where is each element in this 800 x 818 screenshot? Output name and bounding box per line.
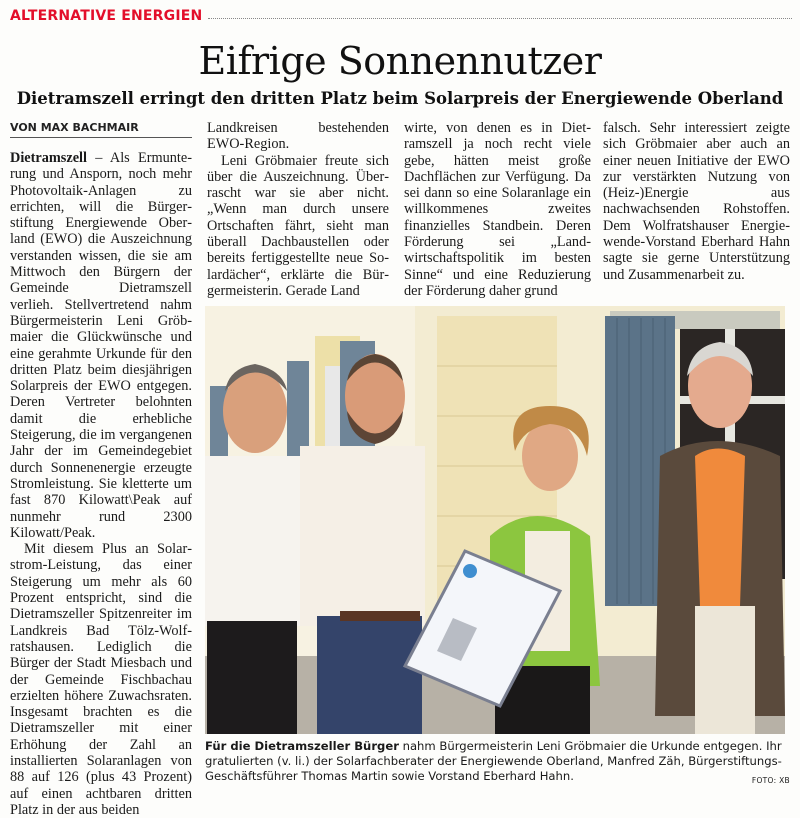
caption-text: nahm Bürgermeisterin Leni Gröbmaier die Urkunde entgegen. Ihr gratulierten (v. li.) der Solarfachberater der Energiewende Oberland, Manfred Zäh, Bürgerstiftungs-Geschäftsführer Thomas Martin sowie Vorstand Eberhard Hahn. — [205, 739, 782, 783]
photo-credit: FOTO: XB — [751, 776, 790, 785]
subheadline: Dietramszell erringt den dritten Platz beim Solarpreis der Energiewende Oberland — [16, 89, 784, 108]
dateline: Dietramszell — [10, 150, 88, 166]
article-column-4 — [603, 120, 790, 283]
paragraph: Mit diesem Plus an Solarstrom-Leistung, das einer Steigerung um mehr als 60 Prozent entspricht, sind die Dietramszeller Spitzenreiter im Landkreis Bad Tölz-Wolfratshausen. Lediglich die Bürger der Stadt Miesbach und der Gemeinde Fischbachau erzielten höhere Zuwachsraten. Insgesamt brachten es die Dietramszeller mit einer Erhöhung der Zahl an installierten Solaranlagen von 88 auf 126 (plus 43 Prozent) auf einen achtbaren dritten Platz in der aus beiden — [10, 541, 192, 818]
paragraph: Landkreisen bestehenden EWO-Region. — [207, 120, 389, 153]
photo-illustration — [205, 306, 785, 734]
paragraph: Leni Gröbmaier freute sich über die Auszeichnung. Überrascht war sie aber nicht. „Wenn man durch unsere Ortschaften fährt, sieht man überall Dachbaustellen oder bereits fertiggestellte neue Solardächer“, erklärte die Bürgermeisterin. Gerade Land — [207, 152, 389, 299]
section-rubric — [10, 8, 792, 24]
article-column-3 — [404, 120, 591, 299]
article-column-1 — [10, 150, 192, 818]
rubric-label: ALTERNATIVE ENERGIEN — [10, 8, 203, 24]
paragraph: wirte, von denen es in Dietramszell ja noch recht viele gebe, hätten meist große Dachflächen zur Verfügung. Da sei dann so eine Solaranlage ein willkommenes zweites finanzielles Standbein. Deren Förderung sei „Landwirtschaftspolitik im besten Sinne“ und eine Reduzierung der Förderung daher grund — [404, 120, 591, 299]
paragraph: falsch. Sehr interessiert zeigte sich Gröbmaier aber auch an einer neuen Initiative der EWO zur verstärkten Nutzung von (Heiz-)Energie aus nachwachsenden Rohstoffen. Dem Wolfratshauser Energiewende-Vorstand Eberhard Hahn sagte sie gerne Unterstützung und Zusammenarbeit zu. — [603, 120, 790, 283]
photo-caption — [205, 739, 790, 788]
headline: Eifrige Sonnennutzer — [198, 39, 602, 83]
article-photo — [205, 306, 785, 734]
caption-lead: Für die Dietramszeller Bürger — [205, 739, 399, 753]
paragraph-text: – Als Ermunterung und Ansporn, noch mehr Photovoltaik-Anlagen zu errichten, will die Bürgerstiftung Energiewende Oberland (EWO) die Auszeichnung verstanden wissen, die sie am Mittwoch den Bürgern der Gemeinde Dietramszell verlieh. Stellvertretend nahm Bürgermeisterin Leni Gröbmaier die Glückwünsche und eine gerahmte Urkunde für den dritten Platz beim diesjährigen Solarpreis der EWO entgegen. Deren Vertreter belohnten damit die erhebliche Steigerung, die im vergangenen Jahr der im Gemeindegebiet durch Sonnenenergie erzeugte Stromleistung. Sie kletterte um fast 870 Kilowatt\Peak auf nunmehr rund 2300 Kilowatt/Peak. — [10, 150, 192, 541]
byline: VON MAX BACHMAIR — [10, 121, 192, 138]
article-column-2 — [207, 120, 389, 299]
rubric-divider — [208, 18, 792, 19]
paragraph — [10, 150, 192, 541]
